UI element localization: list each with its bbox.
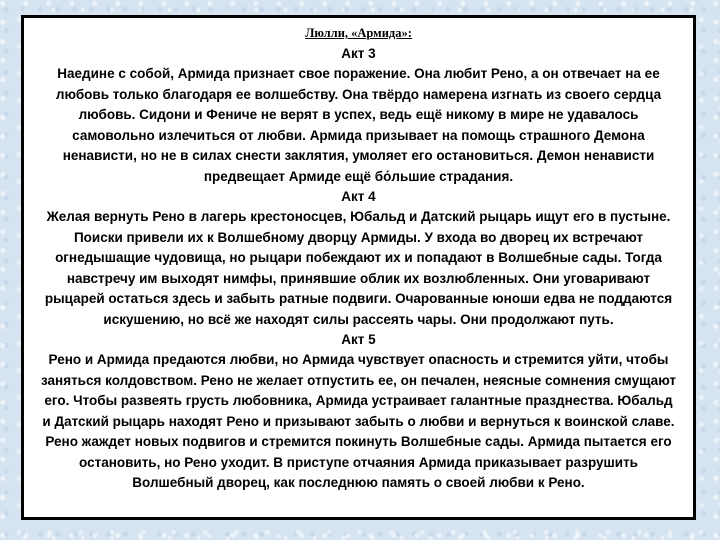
act-4-heading: Акт 4 <box>341 189 376 204</box>
slide-title: Люлли, «Армида»: <box>305 26 412 40</box>
act-4-text: Желая вернуть Рено в лагерь крестоносцев, Юбальд и Датский рыцарь ищут его в пустыне. Поиски привели их к Волшебному дворцу Армиды. У входа во дворец их встречают огнедышащие чудовища, но рыцари побеждают их и попадают в Волшебные сады. Тогда навстречу им выходят нимфы, принявшие облик их возлюбленных. Они уговаривают рыцарей остаться здесь и забыть ратные подвиги. Очарованные юноши едва не поддаются искушению, но всё же находят силы рассеять чары. Они продолжают путь. <box>44 209 673 327</box>
act-3-heading: Акт 3 <box>341 46 376 61</box>
slide-panel <box>21 15 696 520</box>
act-5-text: Рено и Армида предаются любви, но Армида чувствует опасность и стремится уйти, чтобы заняться колдовством. Рено не желает отпустить ее, он печален, неясные сомнения смущают его. Чтобы развеять грусть любовника, Армида устраивает галантные празднества. Юбальд и Датский рыцарь находят Рено и призывают забыть о любви и вернуться к воинской славе. Рено жаждет новых подвигов и стремится покинуть Волшебные сады. Армида пытается его остановить, но Рено уходит. В приступе отчаяния Армида приказывает разрушить Волшебный дворец, как последнюю память о своей любви к Рено. <box>41 352 676 490</box>
act-3-text: Наедине с собой, Армида признает свое поражение. Она любит Рено, а он отвечает на ее любовь только благодаря ее волшебству. Она твёрдо намерена изгнать из своего сердца любовь. Сидони и Фениче не верят в успех, ведь ещё никому в мире не удавалось самовольно излечиться от любви. Армида призывает на помощь страшного Демона ненависти, но не в силах снести заклятия, умоляет его остановиться. Демон ненависти предвещает Армиде ещё бо́льшие страдания. <box>55 66 662 184</box>
act-5-section <box>34 330 683 494</box>
act-4-section <box>34 187 683 330</box>
act-5-heading: Акт 5 <box>341 332 376 347</box>
act-3-section <box>34 44 683 187</box>
